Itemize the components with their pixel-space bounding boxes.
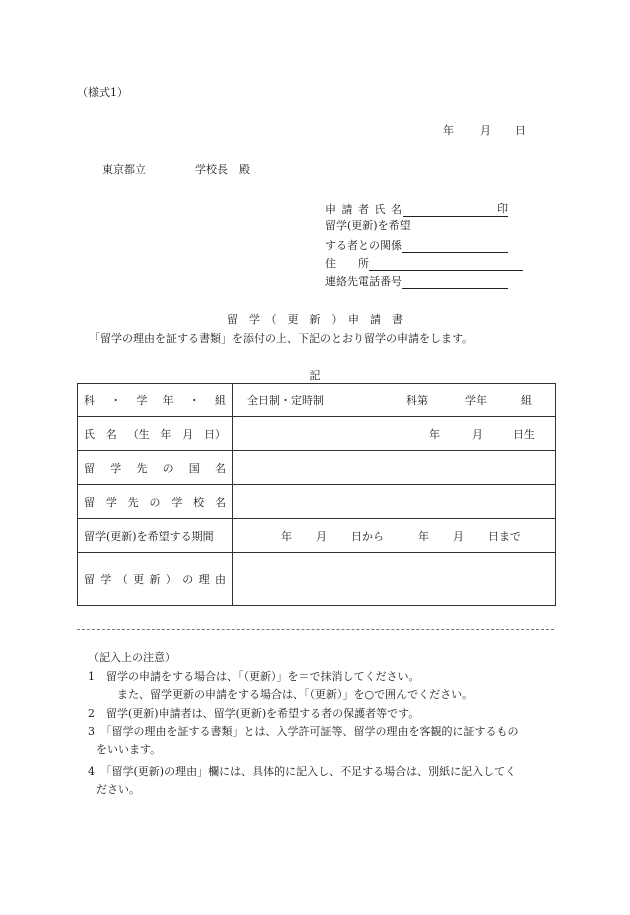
period-y2: 年 [418,529,429,543]
system-text: 全日制・定時制 [247,394,324,407]
note-4b: ださい。 [96,783,140,796]
cell-class[interactable] [233,384,556,417]
label-country: 留 学 先 の 国 名 [84,461,226,475]
gakunen-text: 学年 [465,394,487,407]
page-title: 留 学 （ 更 新 ） 申 請 書 [227,313,403,326]
cell-period[interactable] [233,519,556,553]
relation-label-1: 留学(更新)を希望 [325,219,411,232]
notes-heading: （記入上の注意） [88,651,176,664]
date-day: 日 [515,124,526,137]
addressee-prefix: 東京都立 [102,163,146,176]
table-row-reason [78,553,556,606]
period-m2: 月 [453,529,464,543]
note-3b: をいいます。 [96,743,162,756]
cell-reason[interactable] [233,553,556,606]
label-reason: 留 学 （ 更 新 ） の 理 由 [84,573,226,586]
name-label: 申 請 者 氏 名 [325,203,403,216]
form-id: （様式1） [77,86,128,99]
table-row-name [78,417,556,451]
intro-text: 「留学の理由を証する書類」を添付の上、下記のとおり留学の申請をします。 [89,332,474,345]
date-month: 月 [480,124,491,137]
period-y1: 年 [281,529,292,543]
cell-name[interactable] [233,417,556,451]
label-school: 留 学 先 の 学 校 名 [84,495,226,509]
birth-day: 日生 [513,427,535,441]
table-row-country [78,451,556,485]
label-class: 科 ・ 学 年 ・ 組 [84,394,226,407]
ki-mark: 記 [309,369,321,382]
note-3: 3 「留学の理由を証する書類」とは、入学許可証等、留学の理由を客観的に証するもの [88,725,519,738]
cell-school[interactable] [233,485,556,519]
address-label: 住 所 [325,257,369,270]
ka-text: 科第 [406,394,428,407]
period-m1: 月 [316,529,327,543]
period-from: 日から [351,529,384,543]
note-1b: また、留学更新の申請をする場合は、「（更新）」を○で囲んでください。 [117,688,474,701]
label-name: 氏 名 （生 年 月 日） [84,427,226,441]
applicant-block [325,199,523,289]
table-row-class [78,384,556,417]
application-table [77,383,556,606]
dashed-divider [77,629,554,630]
cell-country[interactable] [233,451,556,485]
period-to: 日まで [488,529,521,543]
date-year: 年 [443,124,454,137]
note-2: 2 留学(更新)申請者は、留学(更新)を希望する者の保護者等です。 [88,707,420,720]
table-row-school [78,485,556,519]
birth-year: 年 [429,427,440,441]
note-4: 4 「留学(更新)の理由」欄には、具体的に記入し、不足する場合は、別紙に記入してく [88,765,517,778]
label-period: 留学(更新)を希望する期間 [78,519,233,553]
phone-label: 連絡先電話番号 [325,275,402,288]
relation-label-2: する者との関係 [325,239,402,252]
table-row-period [78,519,556,553]
birth-month: 月 [472,427,483,441]
addressee-suffix: 学校長 殿 [195,163,250,176]
kumi-text: 組 [521,394,532,407]
seal-mark: 印 [497,202,508,215]
note-1: 1 留学の申請をする場合は、「（更新）」を＝で抹消してください。 [88,670,420,683]
